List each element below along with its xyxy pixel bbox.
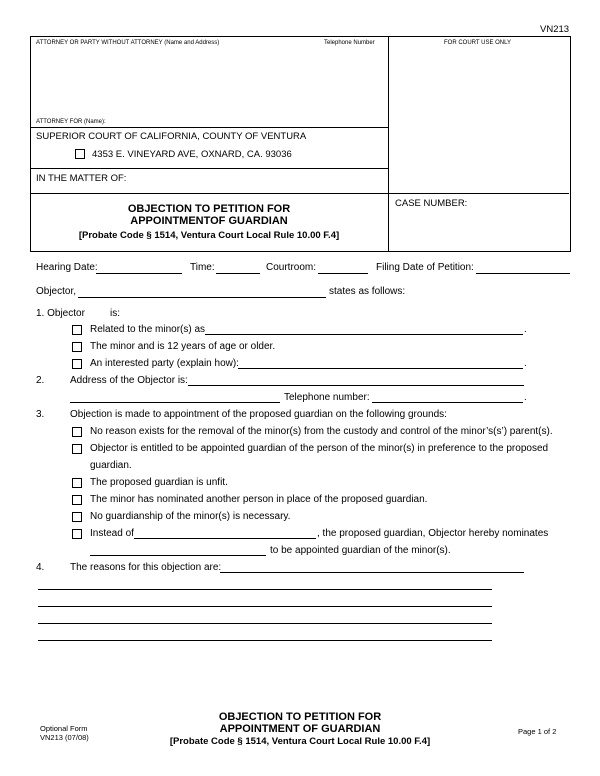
courtroom-field[interactable] — [318, 273, 368, 274]
item3-num: 3. — [36, 409, 45, 420]
hearing-date-field[interactable] — [96, 273, 182, 274]
nominated-checkbox[interactable] — [72, 495, 82, 505]
court-name: SUPERIOR COURT OF CALIFORNIA, COUNTY OF VENTURA — [36, 131, 307, 142]
minor-checkbox[interactable] — [72, 342, 82, 352]
minor-label: The minor and is 12 years of age or older. — [90, 341, 276, 352]
court-use-label: FOR COURT USE ONLY — [444, 40, 512, 46]
interested-party-checkbox[interactable] — [72, 359, 82, 369]
reasons-field-3[interactable] — [38, 606, 492, 607]
courtroom-label: Courtroom: — [266, 262, 317, 273]
hearing-date-label: Hearing Date: — [36, 262, 98, 273]
item4-label: The reasons for this objection are: — [70, 562, 222, 573]
item3-label: Objection is made to appointment of the proposed guardian on the following grounds: — [70, 409, 447, 420]
nominee-suffix: to be appointed guardian of the minor(s). — [270, 545, 451, 556]
nominated-label: The minor has nominated another person in place of the proposed guardian. — [90, 494, 428, 505]
telephone-number-field[interactable] — [372, 402, 523, 403]
item2-num: 2. — [36, 375, 45, 386]
filing-date-label: Filing Date of Petition: — [376, 262, 474, 273]
matter-label: IN THE MATTER OF: — [36, 173, 127, 184]
reasons-field-4[interactable] — [38, 623, 492, 624]
filing-date-field[interactable] — [476, 273, 570, 274]
page-number: Page 1 of 2 — [518, 727, 557, 736]
entitled-label-cont: guardian. — [90, 460, 132, 471]
instead-suffix: , the proposed guardian, Objector hereby nominates — [317, 528, 549, 539]
objector-suffix: states as follows: — [329, 286, 406, 297]
attorney-label: ATTORNEY OR PARTY WITHOUT ATTORNEY (Name and Address) — [36, 40, 220, 46]
entitled-label: Objector is entitled to be appointed guardian of the person of the minor(s) in preference to the proposed — [90, 443, 549, 454]
nominee-field[interactable] — [90, 555, 266, 556]
address-label: Address of the Objector is: — [70, 375, 188, 386]
item1-num: 1. Objector — [36, 308, 85, 319]
entitled-checkbox[interactable] — [72, 444, 82, 454]
footer-form-info: Optional Form VN213 (07/08) — [40, 724, 89, 742]
reasons-field-5[interactable] — [38, 640, 492, 641]
instead-checkbox[interactable] — [72, 529, 82, 539]
reasons-field-1[interactable] — [220, 572, 524, 573]
court-address: 4353 E. VINEYARD AVE, OXNARD, CA. 93036 — [92, 149, 292, 160]
related-label: Related to the minor(s) as — [90, 324, 206, 335]
no-reason-checkbox[interactable] — [72, 427, 82, 437]
item1-is: is: — [110, 308, 120, 319]
address-field[interactable] — [188, 385, 524, 386]
unfit-checkbox[interactable] — [72, 478, 82, 488]
interested-party-label: An interested party (explain how): — [90, 358, 239, 369]
form-title: OBJECTION TO PETITION FOR APPOINTMENTOF GUARDIAN [Probate Code § 1514, Ventura Court Local Rule 10.00 F.4] — [78, 203, 340, 241]
address-field-2[interactable] — [70, 402, 280, 403]
form-id: VN213 — [540, 24, 570, 35]
interested-party-field[interactable] — [238, 368, 523, 369]
related-checkbox[interactable] — [72, 325, 82, 335]
objector-label: Objector, — [36, 286, 77, 297]
telephone-label: Telephone Number — [324, 40, 375, 46]
objector-name-field[interactable] — [78, 297, 326, 298]
not-necessary-checkbox[interactable] — [72, 512, 82, 522]
instead-field[interactable] — [134, 538, 316, 539]
time-label: Time: — [190, 262, 215, 273]
related-field[interactable] — [205, 334, 523, 335]
time-field[interactable] — [216, 273, 260, 274]
attorney-for-label: ATTORNEY FOR (Name): — [36, 119, 106, 125]
court-address-checkbox[interactable] — [75, 149, 85, 159]
no-reason-label: No reason exists for the removal of the minor(s) from the custody and control of the minor’s(s’) parent(s). — [90, 426, 553, 437]
item4-num: 4. — [36, 562, 45, 573]
unfit-label: The proposed guardian is unfit. — [90, 477, 228, 488]
instead-label: Instead of — [90, 528, 134, 539]
case-number-label: CASE NUMBER: — [395, 198, 468, 209]
footer-title: OBJECTION TO PETITION FOR APPOINTMENT OF GUARDIAN [Probate Code § 1514, Ventura Court Local Rule 10.00 F.4] — [169, 711, 431, 747]
reasons-field-2[interactable] — [38, 589, 492, 590]
not-necessary-label: No guardianship of the minor(s) is necessary. — [90, 511, 291, 522]
telephone-number-label: Telephone number: — [284, 392, 370, 403]
